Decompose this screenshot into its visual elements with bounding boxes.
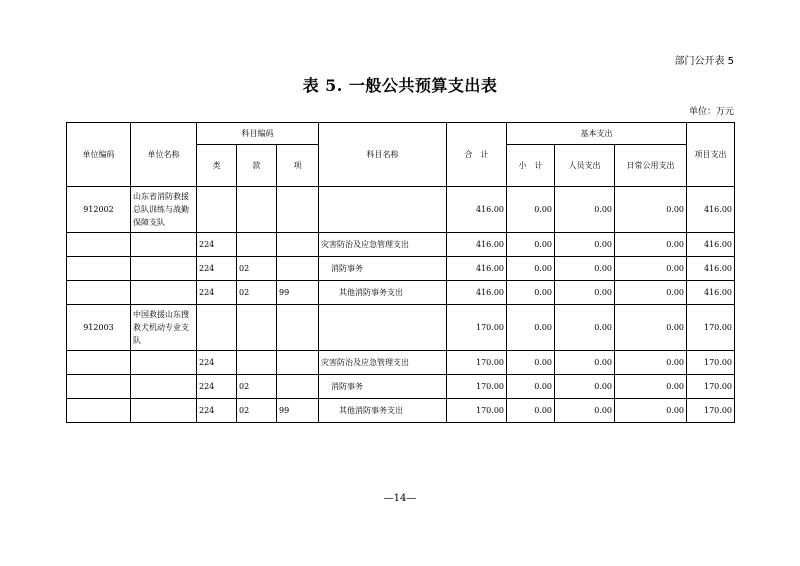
cell-lei: 224 bbox=[197, 281, 237, 305]
cell-subject-name: 灾害防治及应急管理支出 bbox=[319, 233, 447, 257]
cell-subtotal: 0.00 bbox=[507, 399, 555, 423]
cell-total: 416.00 bbox=[447, 281, 507, 305]
cell-total: 170.00 bbox=[447, 351, 507, 375]
cell-xiang bbox=[277, 233, 319, 257]
cell-subject-name: 其他消防事务支出 bbox=[319, 399, 447, 423]
table-row bbox=[67, 305, 735, 351]
cell-unit-code: 912003 bbox=[67, 305, 131, 351]
cell-unit-code bbox=[67, 351, 131, 375]
cell-xiang: 99 bbox=[277, 399, 319, 423]
table-number-label: 部门公开表 5 bbox=[674, 56, 734, 67]
cell-subtotal: 0.00 bbox=[507, 351, 555, 375]
table-row bbox=[67, 233, 735, 257]
cell-subject-name bbox=[319, 305, 447, 351]
cell-personnel: 0.00 bbox=[555, 187, 615, 233]
cell-project: 416.00 bbox=[687, 257, 735, 281]
cell-personnel: 0.00 bbox=[555, 399, 615, 423]
cell-subtotal: 0.00 bbox=[507, 281, 555, 305]
cell-personnel: 0.00 bbox=[555, 233, 615, 257]
cell-kuan bbox=[237, 233, 277, 257]
cell-unit-name bbox=[131, 233, 197, 257]
cell-kuan bbox=[237, 305, 277, 351]
cell-subject-name: 消防事务 bbox=[319, 257, 447, 281]
header-unit-name: 单位名称 bbox=[131, 123, 197, 187]
table-row bbox=[67, 399, 735, 423]
cell-lei: 224 bbox=[197, 399, 237, 423]
cell-xiang bbox=[277, 375, 319, 399]
cell-subtotal: 0.00 bbox=[507, 375, 555, 399]
cell-total: 416.00 bbox=[447, 257, 507, 281]
cell-daily-public: 0.00 bbox=[615, 233, 687, 257]
header-project-expense: 项目支出 bbox=[687, 123, 735, 187]
cell-personnel: 0.00 bbox=[555, 305, 615, 351]
table-row bbox=[67, 351, 735, 375]
cell-lei: 224 bbox=[197, 257, 237, 281]
table-row bbox=[67, 281, 735, 305]
cell-lei bbox=[197, 305, 237, 351]
cell-unit-name bbox=[131, 399, 197, 423]
cell-daily-public: 0.00 bbox=[615, 375, 687, 399]
cell-xiang: 99 bbox=[277, 281, 319, 305]
cell-unit-code bbox=[67, 281, 131, 305]
cell-lei: 224 bbox=[197, 351, 237, 375]
cell-kuan: 02 bbox=[237, 375, 277, 399]
cell-kuan: 02 bbox=[237, 257, 277, 281]
cell-unit-name bbox=[131, 257, 197, 281]
cell-subject-name: 灾害防治及应急管理支出 bbox=[319, 351, 447, 375]
cell-daily-public: 0.00 bbox=[615, 257, 687, 281]
header-lei: 类 bbox=[197, 145, 237, 187]
table-row bbox=[67, 375, 735, 399]
page-title: 表 5. 一般公共预算支出表 bbox=[302, 76, 498, 95]
cell-personnel: 0.00 bbox=[555, 375, 615, 399]
cell-total: 170.00 bbox=[447, 305, 507, 351]
cell-kuan bbox=[237, 351, 277, 375]
cell-total: 170.00 bbox=[447, 375, 507, 399]
cell-project: 416.00 bbox=[687, 233, 735, 257]
cell-xiang bbox=[277, 187, 319, 233]
cell-total: 416.00 bbox=[447, 187, 507, 233]
header-kuan: 款 bbox=[237, 145, 277, 187]
header-basic-expense: 基本支出 bbox=[507, 123, 687, 145]
cell-lei bbox=[197, 187, 237, 233]
cell-lei: 224 bbox=[197, 375, 237, 399]
header-subject-name: 科目名称 bbox=[319, 123, 447, 187]
cell-project: 170.00 bbox=[687, 351, 735, 375]
cell-subtotal: 0.00 bbox=[507, 257, 555, 281]
cell-personnel: 0.00 bbox=[555, 257, 615, 281]
cell-unit-code bbox=[67, 399, 131, 423]
budget-expenditure-table bbox=[66, 122, 735, 423]
header-personnel: 人员支出 bbox=[555, 145, 615, 187]
header-subtotal: 小 计 bbox=[507, 145, 555, 187]
cell-project: 416.00 bbox=[687, 187, 735, 233]
cell-xiang bbox=[277, 351, 319, 375]
unit-label: 单位：万元 bbox=[688, 107, 734, 117]
cell-daily-public: 0.00 bbox=[615, 399, 687, 423]
header-subject-code: 科目编码 bbox=[197, 123, 319, 145]
cell-daily-public: 0.00 bbox=[615, 281, 687, 305]
cell-unit-code bbox=[67, 257, 131, 281]
cell-unit-code: 912002 bbox=[67, 187, 131, 233]
cell-personnel: 0.00 bbox=[555, 281, 615, 305]
cell-project: 170.00 bbox=[687, 305, 735, 351]
header-total: 合 计 bbox=[447, 123, 507, 187]
cell-kuan bbox=[237, 187, 277, 233]
cell-subtotal: 0.00 bbox=[507, 305, 555, 351]
cell-unit-name bbox=[131, 351, 197, 375]
cell-unit-name bbox=[131, 375, 197, 399]
cell-subject-name: 其他消防事务支出 bbox=[319, 281, 447, 305]
cell-subject-name bbox=[319, 187, 447, 233]
header-xiang: 项 bbox=[277, 145, 319, 187]
cell-unit-code bbox=[67, 375, 131, 399]
cell-unit-name: 中国救援山东搜救犬机动专业支队 bbox=[131, 305, 197, 351]
header-unit-code: 单位编码 bbox=[67, 123, 131, 187]
cell-xiang bbox=[277, 305, 319, 351]
table-row bbox=[67, 187, 735, 233]
cell-total: 416.00 bbox=[447, 233, 507, 257]
cell-kuan: 02 bbox=[237, 281, 277, 305]
cell-project: 416.00 bbox=[687, 281, 735, 305]
cell-unit-name: 山东省消防救援总队训练与战勤保障支队 bbox=[131, 187, 197, 233]
cell-total: 170.00 bbox=[447, 399, 507, 423]
cell-project: 170.00 bbox=[687, 375, 735, 399]
cell-daily-public: 0.00 bbox=[615, 187, 687, 233]
cell-xiang bbox=[277, 257, 319, 281]
page-number: —14— bbox=[383, 493, 417, 504]
table-row bbox=[67, 257, 735, 281]
header-daily-public: 日常公用支出 bbox=[615, 145, 687, 187]
cell-unit-name bbox=[131, 281, 197, 305]
cell-project: 170.00 bbox=[687, 399, 735, 423]
cell-subtotal: 0.00 bbox=[507, 233, 555, 257]
cell-kuan: 02 bbox=[237, 399, 277, 423]
cell-subject-name: 消防事务 bbox=[319, 375, 447, 399]
cell-unit-code bbox=[67, 233, 131, 257]
cell-daily-public: 0.00 bbox=[615, 351, 687, 375]
cell-personnel: 0.00 bbox=[555, 351, 615, 375]
cell-daily-public: 0.00 bbox=[615, 305, 687, 351]
cell-subtotal: 0.00 bbox=[507, 187, 555, 233]
cell-lei: 224 bbox=[197, 233, 237, 257]
